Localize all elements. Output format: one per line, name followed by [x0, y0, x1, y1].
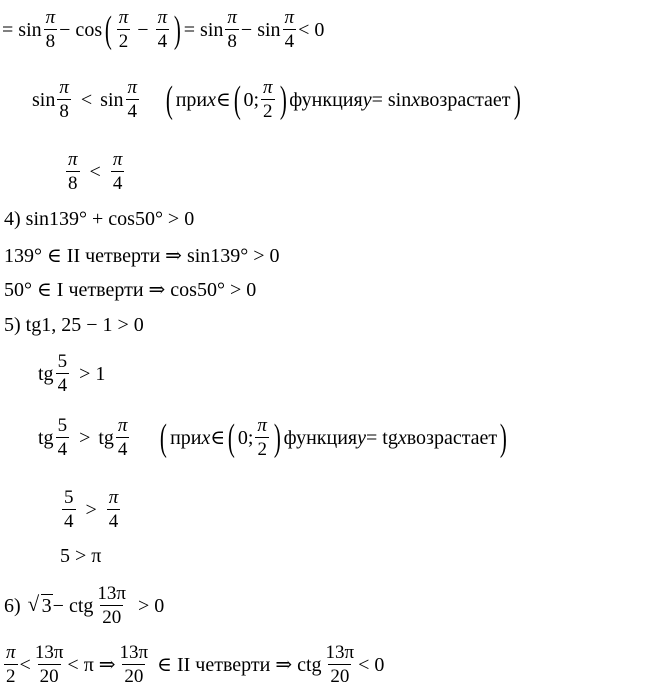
text: = sin: [2, 18, 42, 41]
text: при: [170, 426, 202, 449]
text: > 0: [137, 594, 165, 617]
fraction-5-4: $\frac{5}{4}$: [64, 487, 74, 532]
right-paren: ): [173, 8, 181, 51]
fraction-pi-2: $\frac{\pi}{2}$: [263, 77, 273, 122]
text: функция: [289, 88, 363, 111]
left-paren: (: [104, 8, 112, 51]
sqrt: √ 3: [29, 596, 53, 616]
text: − sin: [240, 18, 281, 41]
text: функция: [283, 426, 358, 449]
line-10: [60, 488, 122, 531]
line-12: [4, 584, 164, 627]
left-paren: (: [233, 78, 241, 121]
greater-than: >: [85, 498, 97, 521]
line-8: [38, 352, 105, 395]
greater-than: >: [79, 426, 91, 449]
fraction-pi-8: $\frac{\pi}{8}$: [227, 7, 237, 52]
fraction-13pi-20: $\frac{13\pi}{20}$: [97, 583, 126, 628]
less-than: <: [19, 653, 31, 676]
right-paren: ): [500, 416, 507, 459]
less-than: <: [80, 88, 93, 111]
text: tg: [38, 362, 54, 385]
text: ∈ II четверти ⇒ ctg: [157, 653, 322, 676]
text: 139° ∈ II четверти ⇒ sin139° > 0: [4, 245, 280, 267]
line-3: [64, 150, 126, 193]
text: 6): [4, 594, 21, 617]
var-x: x: [397, 426, 407, 449]
fraction-pi-8: $\frac{\pi}{8}$: [45, 7, 56, 52]
line-13: [2, 643, 384, 686]
fraction-13pi-20: $\frac{13\pi}{20}$: [119, 642, 149, 687]
text: 5 > π: [60, 545, 102, 567]
fraction-13pi-20: $\frac{13\pi}{20}$: [325, 642, 355, 687]
less-than: <: [89, 160, 101, 183]
text: при: [175, 88, 208, 111]
line-11: [60, 546, 101, 566]
fraction-13pi-20: $\frac{13\pi}{20}$: [34, 642, 64, 687]
fraction-5-4: $\frac{5}{4}$: [57, 415, 68, 460]
text: π ⇒: [83, 653, 116, 676]
var-x: x: [207, 88, 216, 111]
text: < 0: [298, 18, 325, 41]
text: − cos: [59, 18, 103, 41]
right-paren: ): [279, 78, 287, 121]
less-than: <: [67, 653, 79, 676]
text: ∈: [210, 426, 226, 449]
fraction-pi-4: $\frac{\pi}{4}$: [112, 149, 123, 194]
right-paren: ): [273, 416, 281, 459]
line-2: [32, 78, 523, 121]
fraction-pi-4: $\frac{\pi}{4}$: [284, 7, 295, 52]
fraction-pi-8: $\frac{\pi}{8}$: [59, 77, 69, 122]
line-1: = sin $\frac{\pi}{8}$ − cos ( $\frac{\pi}{2}$ − $\frac{\pi}{4}$ ) = sin $\frac{\pi}{8}$ − sin $\frac{\pi}{4}$ < 0: [2, 7, 325, 52]
fraction-pi-2: $\frac{\pi}{2}$: [6, 642, 16, 687]
var-x: x: [411, 88, 421, 111]
text: возрастает: [420, 88, 511, 111]
text: 4) sin139° + cos50° > 0: [4, 208, 195, 230]
right-paren: ): [513, 78, 521, 121]
left-paren: (: [160, 416, 168, 459]
var-x: x: [201, 426, 211, 449]
fraction-pi-4: $\frac{\pi}{4}$: [157, 7, 168, 52]
text: = sin: [183, 18, 224, 41]
text: 0;: [237, 426, 254, 449]
var-y: y: [357, 426, 366, 449]
fraction-pi-4: $\frac{\pi}{4}$: [108, 487, 119, 532]
line-6: [4, 280, 256, 300]
text: = tg: [366, 426, 398, 449]
text: 5) tg1, 25 − 1 > 0: [4, 314, 144, 336]
line-4: [4, 209, 194, 229]
line-5: [4, 246, 280, 266]
fraction-pi-4: $\frac{\pi}{4}$: [127, 77, 138, 122]
fraction-5-4: $\frac{5}{4}$: [57, 351, 68, 396]
left-paren: (: [228, 416, 236, 459]
left-paren: (: [165, 78, 173, 121]
text: tg: [98, 426, 114, 449]
fraction-pi-8: $\frac{\pi}{8}$: [68, 149, 78, 194]
line-7: [4, 315, 144, 335]
text: 0;: [243, 88, 260, 111]
text: = sin: [371, 88, 412, 111]
text: − ctg: [52, 594, 94, 617]
text: ∈: [215, 88, 231, 111]
text: tg: [38, 426, 54, 449]
fraction-pi-4: $\frac{\pi}{4}$: [117, 415, 128, 460]
text: 50° ∈ I четверти ⇒ cos50° > 0: [4, 279, 257, 301]
text: < 0: [358, 653, 385, 676]
text: возрастает: [406, 426, 498, 449]
var-y: y: [362, 88, 372, 111]
text: > 1: [79, 362, 106, 385]
text: sin: [100, 88, 124, 111]
text: sin: [32, 88, 56, 111]
fraction-pi-2: $\frac{\pi}{2}$: [257, 415, 267, 460]
line-9: [38, 416, 510, 459]
fraction-pi-2: $\frac{\pi}{2}$: [118, 7, 129, 52]
